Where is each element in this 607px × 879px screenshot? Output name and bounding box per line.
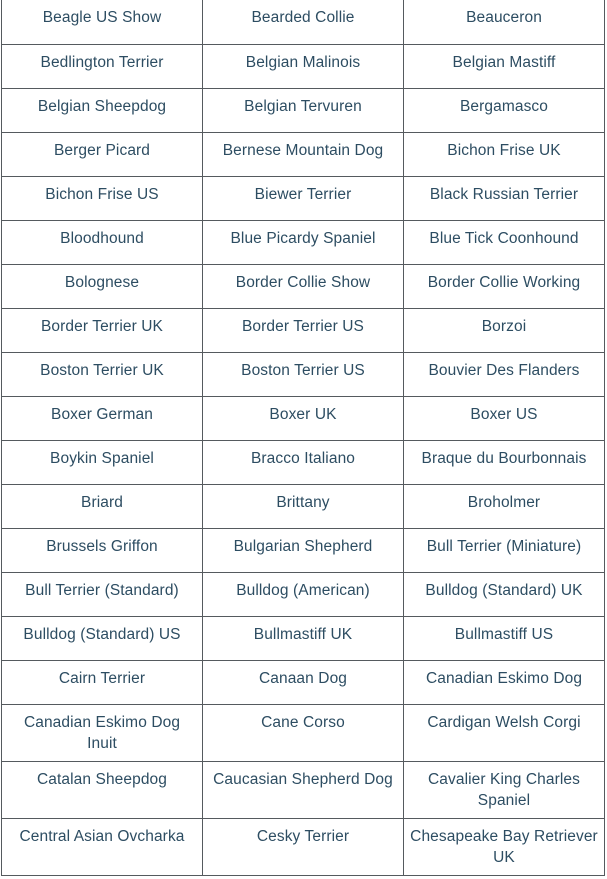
table-cell: Canaan Dog (203, 660, 404, 704)
table-cell: Border Collie Working (404, 264, 605, 308)
table-cell: Blue Picardy Spaniel (203, 220, 404, 264)
breed-table (1, 0, 605, 876)
table-row (2, 484, 605, 528)
table-cell: Cairn Terrier (2, 660, 203, 704)
table-cell: Boxer US (404, 396, 605, 440)
table-row (2, 44, 605, 88)
table-row (2, 572, 605, 616)
table-cell: Brussels Griffon (2, 528, 203, 572)
table-row (2, 264, 605, 308)
table-cell: Belgian Sheepdog (2, 88, 203, 132)
table-cell: Bracco Italiano (203, 440, 404, 484)
table-cell: Boxer UK (203, 396, 404, 440)
table-cell: Berger Picard (2, 132, 203, 176)
table-cell: Canadian Eskimo Dog Inuit (2, 704, 203, 761)
table-cell: Bichon Frise UK (404, 132, 605, 176)
table-cell: Bull Terrier (Standard) (2, 572, 203, 616)
table-cell: Bergamasco (404, 88, 605, 132)
table-cell: Borzoi (404, 308, 605, 352)
table-cell: Bearded Collie (203, 0, 404, 44)
table-cell: Bullmastiff US (404, 616, 605, 660)
table-cell: Bullmastiff UK (203, 616, 404, 660)
table-cell: Boxer German (2, 396, 203, 440)
table-cell: Bulldog (Standard) UK (404, 572, 605, 616)
table-cell: Boston Terrier UK (2, 352, 203, 396)
table-row (2, 220, 605, 264)
table-cell: Belgian Mastiff (404, 44, 605, 88)
table-cell: Boston Terrier US (203, 352, 404, 396)
table-row (2, 660, 605, 704)
table-cell: Bulldog (Standard) US (2, 616, 203, 660)
table-row (2, 352, 605, 396)
table-cell: Catalan Sheepdog (2, 761, 203, 818)
table-row (2, 88, 605, 132)
table-cell: Bouvier Des Flanders (404, 352, 605, 396)
table-cell: Black Russian Terrier (404, 176, 605, 220)
table-row (2, 440, 605, 484)
table-cell: Cane Corso (203, 704, 404, 761)
table-cell: Central Asian Ovcharka (2, 818, 203, 875)
table-row (2, 396, 605, 440)
table-cell: Bolognese (2, 264, 203, 308)
table-row (2, 818, 605, 875)
table-cell: Biewer Terrier (203, 176, 404, 220)
table-row (2, 761, 605, 818)
table-cell: Bichon Frise US (2, 176, 203, 220)
table-row (2, 616, 605, 660)
table-cell: Border Terrier UK (2, 308, 203, 352)
table-cell: Canadian Eskimo Dog (404, 660, 605, 704)
table-cell: Brittany (203, 484, 404, 528)
table-cell: Bernese Mountain Dog (203, 132, 404, 176)
table-cell: Boykin Spaniel (2, 440, 203, 484)
table-row (2, 132, 605, 176)
table-row (2, 176, 605, 220)
table-cell: Broholmer (404, 484, 605, 528)
table-row (2, 0, 605, 44)
table-cell: Blue Tick Coonhound (404, 220, 605, 264)
table-cell: Belgian Malinois (203, 44, 404, 88)
table-cell: Bulldog (American) (203, 572, 404, 616)
table-cell: Caucasian Shepherd Dog (203, 761, 404, 818)
table-cell: Bloodhound (2, 220, 203, 264)
table-cell: Cavalier King Charles Spaniel (404, 761, 605, 818)
table-row (2, 308, 605, 352)
table-cell: Border Terrier US (203, 308, 404, 352)
table-cell: Cardigan Welsh Corgi (404, 704, 605, 761)
table-row (2, 704, 605, 761)
table-cell: Bedlington Terrier (2, 44, 203, 88)
table-cell: Chesapeake Bay Retriever UK (404, 818, 605, 875)
table-cell: Briard (2, 484, 203, 528)
table-cell: Braque du Bourbonnais (404, 440, 605, 484)
table-cell: Bulgarian Shepherd (203, 528, 404, 572)
table-cell: Border Collie Show (203, 264, 404, 308)
table-row (2, 528, 605, 572)
table-cell: Bull Terrier (Miniature) (404, 528, 605, 572)
table-cell: Belgian Tervuren (203, 88, 404, 132)
table-cell: Beagle US Show (2, 0, 203, 44)
table-cell: Beauceron (404, 0, 605, 44)
table-cell: Cesky Terrier (203, 818, 404, 875)
